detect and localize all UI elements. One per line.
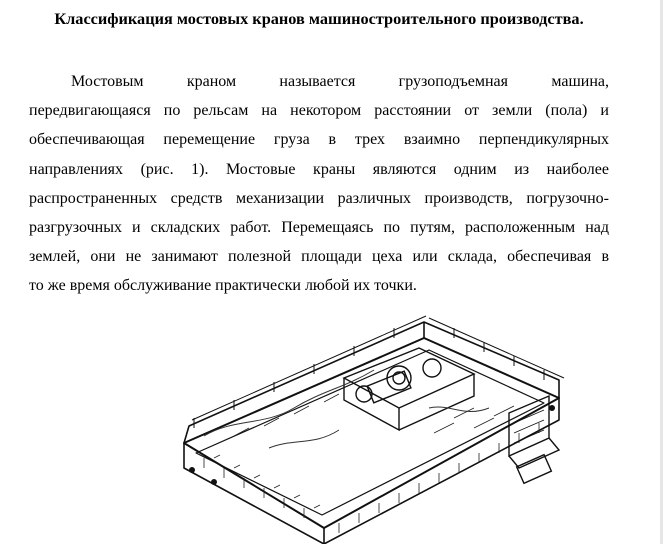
paragraph-line: то же время обслуживание практически любой их точки.: [29, 277, 417, 295]
paragraph-line: обеспечивающая перемещение груза в трех взаимно перпендикулярных: [29, 131, 609, 149]
bridge-crane-figure: [174, 308, 569, 544]
paragraph-line: распространенных средств механизации различных производств, погрузочно-: [29, 189, 609, 207]
bridge-crane-drawing: [174, 308, 569, 544]
paragraph-line: направлениях (рис. 1). Мостовые краны являются одним из наиболее: [29, 160, 609, 178]
paragraph-line: разгрузочных и складских работ. Перемещаясь по путям, расположенным над: [29, 218, 609, 236]
body-paragraph: [29, 67, 609, 301]
paragraph-line: Мостовым краном называется грузоподъемная машина,: [71, 73, 609, 90]
document-title: Классификация мостовых кранов машиностроительного производства.: [54, 9, 584, 28]
paragraph-line: передвигающаяся по рельсам на некотором расстоянии от земли (пола) и: [29, 102, 609, 120]
paragraph-line: землей, они не занимают полезной площади цеха или склада, обеспечивая в: [29, 248, 609, 266]
